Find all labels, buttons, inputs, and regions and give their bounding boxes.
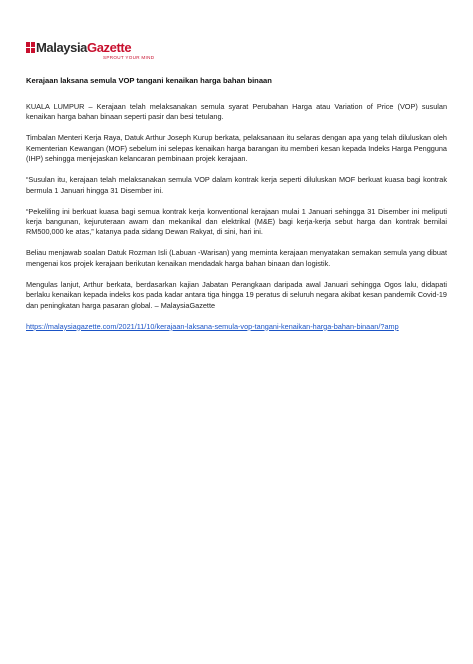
article-paragraph: Beliau menjawab soalan Datuk Rozman Isli (Labuan -Warisan) yang meminta kerajaan menyatakan semakan semula yang dibuat mengenai kos projek kerajaan berikutan kenaikan mendadak harga bahan binaan dan logistik. bbox=[26, 248, 447, 268]
article-paragraph: Mengulas lanjut, Arthur berkata, berdasarkan kajian Jabatan Perangkaan daripada awal Januari sehingga Ogos lalu, didapati berlaku kenaikan kepada indeks kos pada kadar antara tiga hingga 19 peratus di seluruh negara akibat kesan pandemik Covid-19 dan peningkatan harga pasaran global. – MalaysiaGazette bbox=[26, 279, 447, 310]
article-paragraph: “Susulan itu, kerajaan telah melaksanakan semula VOP dalam kontrak kerja seperti diluluskan MOF berkuat kuasa bagi kontrak bermula 1 Januari hingga 31 Disember ini. bbox=[26, 175, 447, 195]
logo-brand-main: Malaysia bbox=[36, 40, 88, 55]
malaysiagazette-logo bbox=[26, 40, 155, 63]
logo-mark-icon bbox=[26, 42, 35, 54]
article-paragraph: KUALA LUMPUR – Kerajaan telah melaksanakan semula syarat Perubahan Harga atau Variation of Price (VOP) susulan kenaikan harga bahan binaan seperti pasir dan besi tetulang. bbox=[26, 102, 447, 122]
article-title: Kerajaan laksana semula VOP tangani kenaikan harga bahan binaan bbox=[26, 76, 272, 85]
article-paragraph: “Pekeliling ini berkuat kuasa bagi semua kontrak kerja konventional kerajaan mulai 1 Januari sehingga 31 Disember ini meliputi kerja bangunan, kejuruteraan awam dan mekanikal dan elektrikal (M&E) bagi kerja-kerja sebut harga dan kontrak bernilai RM500,000 ke atas,” katanya pada sidang Dewan Rakyat, di sini, hari ini. bbox=[26, 206, 447, 237]
source-link[interactable]: https://malaysiagazette.com/2021/11/10/kerajaan-laksana-semula-vop-tangani-kenaikan-harga-bahan-binaan/?amp bbox=[26, 321, 399, 331]
article-body bbox=[26, 102, 447, 343]
logo-tagline: SPROUT YOUR MIND bbox=[103, 55, 155, 60]
logo-brand-accent: Gazette bbox=[87, 40, 132, 55]
logo-wordmark bbox=[36, 41, 131, 55]
article-paragraph: Timbalan Menteri Kerja Raya, Datuk Arthur Joseph Kurup berkata, pelaksanaan itu selaras dengan apa yang telah diluluskan oleh Kementerian Kewangan (MOF) sebelum ini selepas kenaikan harga barangan itu memberi kesan kepada Indeks Harga Pengguna (IHP) sehingga menjejaskan kelancaran pembinaan projek kerajaan. bbox=[26, 133, 447, 164]
